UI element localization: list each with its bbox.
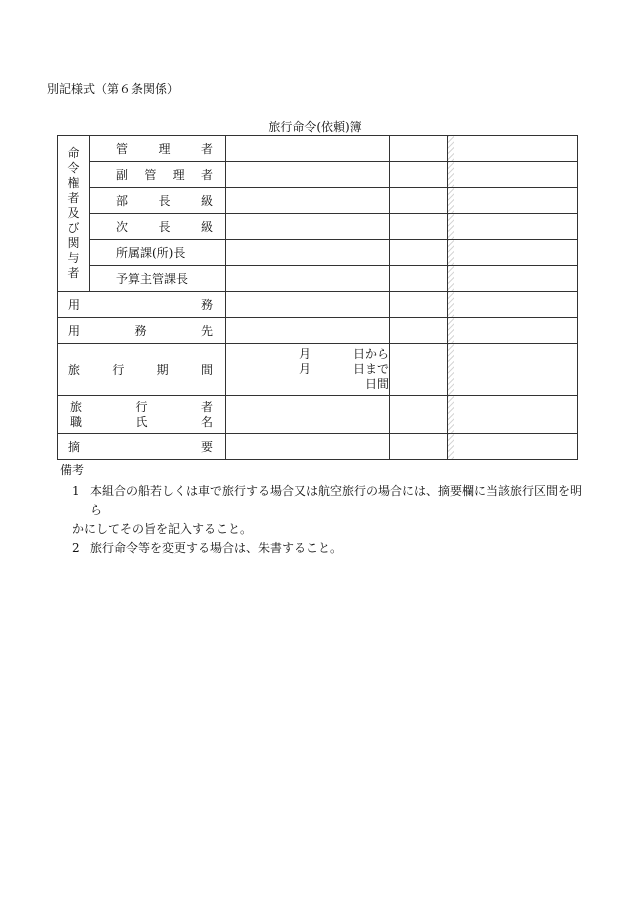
row-label-destination: 用 務 先 xyxy=(58,318,226,344)
deputy-manager-seal-cell[interactable] xyxy=(390,162,448,188)
remarks-extra-cell[interactable] xyxy=(448,434,578,460)
department-head-entry-cell[interactable] xyxy=(226,188,390,214)
notes-title: 備考 xyxy=(60,463,85,477)
row-label-purpose: 用 務 xyxy=(58,292,226,318)
department-head-seal-cell[interactable] xyxy=(390,188,448,214)
manager-extra-cell[interactable] xyxy=(448,136,578,162)
budget-chief-seal-cell[interactable] xyxy=(390,266,448,292)
traveler-seal-cell[interactable] xyxy=(390,396,448,434)
row-label-manager: 管 理 者 xyxy=(90,136,226,162)
note-item-continuation: かにしてその旨を記入すること。 xyxy=(72,522,253,536)
manager-seal-cell[interactable] xyxy=(390,136,448,162)
deputy-head-extra-cell[interactable] xyxy=(448,214,578,240)
purpose-entry-cell[interactable] xyxy=(226,292,390,318)
note-item: 2 旅行命令等を変更する場合は、朱書すること。 xyxy=(72,541,343,555)
form-reference-note: 別記様式（第６条関係） xyxy=(47,82,180,96)
travel-period-cell[interactable]: 月 日から 月 日まで 日間 xyxy=(226,344,390,396)
section-chief-entry-cell[interactable] xyxy=(226,240,390,266)
notes-section xyxy=(60,461,590,558)
travel-period-extra-cell[interactable] xyxy=(448,344,578,396)
row-label-traveler: 旅 行 者 職 氏 名 xyxy=(58,396,226,434)
purpose-extra-cell[interactable] xyxy=(448,292,578,318)
department-head-extra-cell[interactable] xyxy=(448,188,578,214)
row-label-section-chief: 所属課(所)長 xyxy=(90,240,226,266)
traveler-entry-cell[interactable] xyxy=(226,396,390,434)
section-chief-seal-cell[interactable] xyxy=(390,240,448,266)
travel-order-table xyxy=(57,135,578,460)
manager-entry-cell[interactable] xyxy=(226,136,390,162)
remarks-seal-cell[interactable] xyxy=(390,434,448,460)
deputy-head-seal-cell[interactable] xyxy=(390,214,448,240)
row-label-department-head: 部 長 級 xyxy=(90,188,226,214)
traveler-extra-cell[interactable] xyxy=(448,396,578,434)
note-item: 1 本組合の船若しくは車で旅行する場合又は航空旅行の場合には、摘要欄に当該旅行区間を明ら xyxy=(72,484,583,517)
travel-period-seal-cell[interactable] xyxy=(390,344,448,396)
destination-seal-cell[interactable] xyxy=(390,318,448,344)
deputy-head-entry-cell[interactable] xyxy=(226,214,390,240)
purpose-seal-cell[interactable] xyxy=(390,292,448,318)
remarks-entry-cell[interactable] xyxy=(226,434,390,460)
row-label-deputy-manager: 副 管 理 者 xyxy=(90,162,226,188)
form-title: 旅行命令(依頼)簿 xyxy=(268,120,362,134)
budget-chief-extra-cell[interactable] xyxy=(448,266,578,292)
row-label-remarks: 摘 要 xyxy=(58,434,226,460)
authority-group-label: 命 令 権 者 及 び 関 与 者 xyxy=(58,136,90,292)
deputy-manager-extra-cell[interactable] xyxy=(448,162,578,188)
row-label-deputy-head: 次 長 級 xyxy=(90,214,226,240)
row-label-travel-period: 旅 行 期 間 xyxy=(58,344,226,396)
section-chief-extra-cell[interactable] xyxy=(448,240,578,266)
destination-extra-cell[interactable] xyxy=(448,318,578,344)
budget-chief-entry-cell[interactable] xyxy=(226,266,390,292)
deputy-manager-entry-cell[interactable] xyxy=(226,162,390,188)
destination-entry-cell[interactable] xyxy=(226,318,390,344)
row-label-budget-chief: 予算主管課長 xyxy=(90,266,226,292)
